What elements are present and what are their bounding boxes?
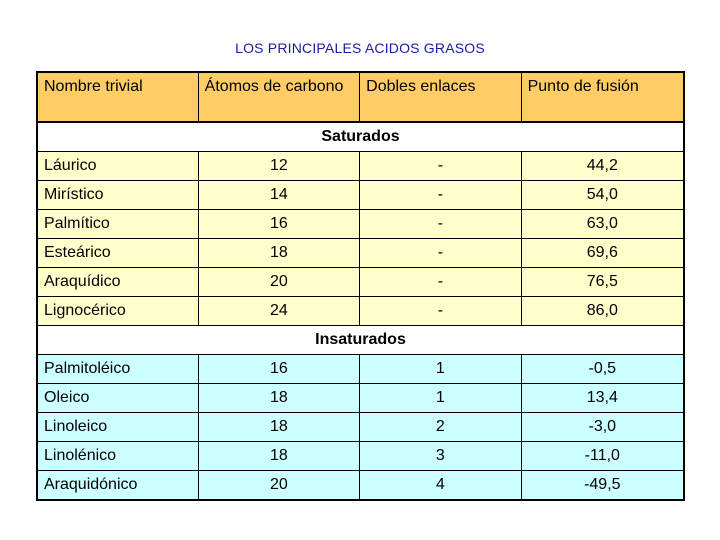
table-row (37, 297, 684, 326)
table-header-row (37, 72, 684, 122)
table-row (37, 471, 684, 501)
table-row (37, 210, 684, 239)
cell-name: Palmítico (37, 210, 198, 239)
cell-carbons: 18 (198, 384, 359, 413)
header-carbons: Átomos de carbono (198, 72, 359, 122)
cell-melting-point: 44,2 (521, 152, 684, 181)
cell-melting-point: 63,0 (521, 210, 684, 239)
cell-melting-point: 69,6 (521, 239, 684, 268)
cell-double-bonds: - (360, 239, 521, 268)
cell-carbons: 20 (198, 471, 359, 501)
cell-carbons: 18 (198, 413, 359, 442)
cell-carbons: 24 (198, 297, 359, 326)
cell-double-bonds: - (360, 297, 521, 326)
cell-double-bonds: - (360, 152, 521, 181)
cell-carbons: 20 (198, 268, 359, 297)
cell-double-bonds: - (360, 268, 521, 297)
cell-melting-point: -49,5 (521, 471, 684, 501)
cell-carbons: 12 (198, 152, 359, 181)
cell-melting-point: -0,5 (521, 355, 684, 384)
cell-double-bonds: - (360, 210, 521, 239)
cell-name: Láurico (37, 152, 198, 181)
cell-double-bonds: 3 (360, 442, 521, 471)
cell-name: Linoleico (37, 413, 198, 442)
cell-name: Araquídico (37, 268, 198, 297)
cell-double-bonds: 2 (360, 413, 521, 442)
table-row (37, 355, 684, 384)
table-row (37, 268, 684, 297)
section-row-unsaturated (37, 326, 684, 355)
section-label-saturated: Saturados (37, 122, 684, 152)
cell-name: Mirístico (37, 181, 198, 210)
cell-double-bonds: 1 (360, 355, 521, 384)
cell-carbons: 18 (198, 442, 359, 471)
table-row (37, 442, 684, 471)
cell-name: Esteárico (37, 239, 198, 268)
table-row (37, 384, 684, 413)
cell-name: Palmitoléico (37, 355, 198, 384)
table-row (37, 181, 684, 210)
cell-carbons: 18 (198, 239, 359, 268)
cell-melting-point: -11,0 (521, 442, 684, 471)
cell-double-bonds: - (360, 181, 521, 210)
page-title: LOS PRINCIPALES ACIDOS GRASOS (235, 40, 485, 56)
cell-carbons: 14 (198, 181, 359, 210)
cell-carbons: 16 (198, 355, 359, 384)
cell-name: Lignocérico (37, 297, 198, 326)
table-row (37, 239, 684, 268)
cell-melting-point: 86,0 (521, 297, 684, 326)
header-melting-point: Punto de fusión (521, 72, 684, 122)
table-row (37, 152, 684, 181)
cell-name: Oleico (37, 384, 198, 413)
cell-double-bonds: 4 (360, 471, 521, 501)
header-name: Nombre trivial (37, 72, 198, 122)
fatty-acids-table (36, 71, 685, 501)
table-row (37, 413, 684, 442)
cell-double-bonds: 1 (360, 384, 521, 413)
cell-carbons: 16 (198, 210, 359, 239)
cell-melting-point: 76,5 (521, 268, 684, 297)
cell-name: Araquidónico (37, 471, 198, 501)
section-row-saturated (37, 122, 684, 152)
cell-melting-point: -3,0 (521, 413, 684, 442)
cell-melting-point: 54,0 (521, 181, 684, 210)
cell-melting-point: 13,4 (521, 384, 684, 413)
header-double-bonds: Dobles enlaces (360, 72, 521, 122)
section-label-unsaturated: Insaturados (37, 326, 684, 355)
cell-name: Linolénico (37, 442, 198, 471)
